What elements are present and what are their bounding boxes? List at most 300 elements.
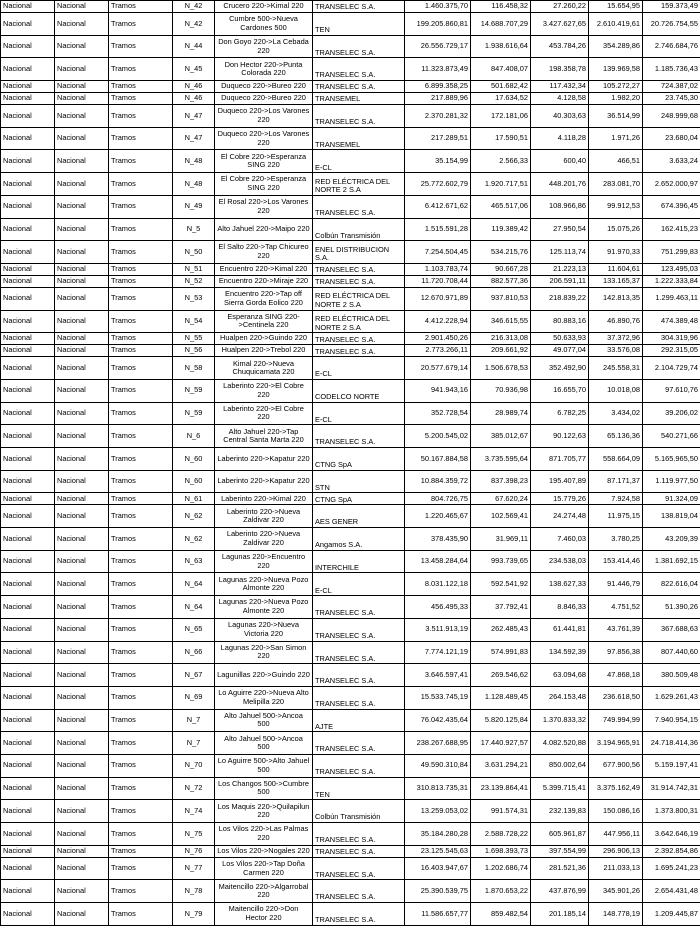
valor-inversion-cell: 76.042.435,64 bbox=[405, 709, 471, 732]
segmento-cell: Nacional bbox=[55, 150, 109, 173]
valor-inversion-cell: 49.590.310,84 bbox=[405, 754, 471, 777]
anualidad-cell: 1.506.678,53 bbox=[471, 357, 531, 380]
segmento-cell: Nacional bbox=[55, 880, 109, 903]
ajuste-cell: 139.969,58 bbox=[589, 58, 643, 81]
owner-cell: TRANSELEC S.A. bbox=[313, 333, 405, 345]
anualidad-cell: 28.989,74 bbox=[471, 402, 531, 425]
sistema-cell: Nacional bbox=[1, 379, 55, 402]
owner-cell: TRANSEMEL bbox=[313, 93, 405, 105]
tramo-id-cell: N_47 bbox=[173, 105, 215, 128]
table-row bbox=[1, 105, 700, 128]
tramo-id-cell: N_64 bbox=[173, 573, 215, 596]
table-row bbox=[1, 528, 700, 551]
tramo-id-cell: N_52 bbox=[173, 275, 215, 287]
ajuste-cell: 36.514,99 bbox=[589, 105, 643, 128]
segmento-cell: Nacional bbox=[55, 105, 109, 128]
table-row bbox=[1, 505, 700, 528]
table-row bbox=[1, 754, 700, 777]
coma-cell: 448.201,76 bbox=[531, 173, 589, 196]
ajuste-cell: 11.604,61 bbox=[589, 263, 643, 275]
tramo-id-cell: N_62 bbox=[173, 528, 215, 551]
tramo-name-cell: Lagunas 220->Nueva Pozo Almonte 220 bbox=[215, 573, 313, 596]
table-row bbox=[1, 686, 700, 709]
anualidad-cell: 882.577,36 bbox=[471, 275, 531, 287]
total-cell: 1.299.463,11 bbox=[643, 287, 700, 310]
segmento-cell: Nacional bbox=[55, 218, 109, 241]
anualidad-cell: 90.667,28 bbox=[471, 263, 531, 275]
total-cell: 304.319,96 bbox=[643, 333, 700, 345]
tipo-cell: Tramos bbox=[109, 402, 173, 425]
ajuste-cell: 447.956,11 bbox=[589, 823, 643, 846]
tipo-cell: Tramos bbox=[109, 448, 173, 471]
valor-inversion-cell: 15.533.745,19 bbox=[405, 686, 471, 709]
sistema-cell: Nacional bbox=[1, 823, 55, 846]
tramo-id-cell: N_70 bbox=[173, 754, 215, 777]
sistema-cell: Nacional bbox=[1, 345, 55, 357]
segmento-cell: Nacional bbox=[55, 686, 109, 709]
tramo-id-cell: N_76 bbox=[173, 845, 215, 857]
total-cell: 540.271,66 bbox=[643, 425, 700, 448]
tramo-id-cell: N_46 bbox=[173, 81, 215, 93]
sistema-cell: Nacional bbox=[1, 263, 55, 275]
valor-inversion-cell: 2.370.281,32 bbox=[405, 105, 471, 128]
coma-cell: 453.784,26 bbox=[531, 35, 589, 58]
tramo-id-cell: N_61 bbox=[173, 493, 215, 505]
owner-cell: TRANSELEC S.A. bbox=[313, 880, 405, 903]
anualidad-cell: 2.566,33 bbox=[471, 150, 531, 173]
tramo-name-cell: Los Changos 500->Cumbre 500 bbox=[215, 777, 313, 800]
segmento-cell: Nacional bbox=[55, 573, 109, 596]
total-cell: 292.315,05 bbox=[643, 345, 700, 357]
anualidad-cell: 37.792,41 bbox=[471, 596, 531, 619]
anualidad-cell: 116.458,32 bbox=[471, 1, 531, 13]
coma-cell: 63.094,68 bbox=[531, 664, 589, 687]
segmento-cell: Nacional bbox=[55, 448, 109, 471]
owner-cell: CTNG SpA bbox=[313, 493, 405, 505]
table-row bbox=[1, 345, 700, 357]
valor-inversion-cell: 2.901.450,26 bbox=[405, 333, 471, 345]
tramo-id-cell: N_5 bbox=[173, 218, 215, 241]
tipo-cell: Tramos bbox=[109, 709, 173, 732]
sistema-cell: Nacional bbox=[1, 845, 55, 857]
segmento-cell: Nacional bbox=[55, 35, 109, 58]
valor-inversion-cell: 11.323.873,49 bbox=[405, 58, 471, 81]
anualidad-cell: 23.139.864,41 bbox=[471, 777, 531, 800]
total-cell: 822.616,04 bbox=[643, 573, 700, 596]
total-cell: 1.629.261,43 bbox=[643, 686, 700, 709]
coma-cell: 871.705,77 bbox=[531, 448, 589, 471]
ajuste-cell: 1.971,26 bbox=[589, 127, 643, 150]
tipo-cell: Tramos bbox=[109, 195, 173, 218]
tramo-name-cell: Encuentro 220->Miraje 220 bbox=[215, 275, 313, 287]
tramo-name-cell: Alto Jahuel 500->Ancoa 500 bbox=[215, 732, 313, 755]
tipo-cell: Tramos bbox=[109, 823, 173, 846]
table-row bbox=[1, 857, 700, 880]
owner-cell: TRANSEMEL bbox=[313, 127, 405, 150]
table-row bbox=[1, 823, 700, 846]
total-cell: 2.652.000,97 bbox=[643, 173, 700, 196]
tipo-cell: Tramos bbox=[109, 379, 173, 402]
tramo-id-cell: N_65 bbox=[173, 618, 215, 641]
segmento-cell: Nacional bbox=[55, 81, 109, 93]
total-cell: 1.373.800,31 bbox=[643, 800, 700, 823]
total-cell: 1.185.736,43 bbox=[643, 58, 700, 81]
table-row bbox=[1, 93, 700, 105]
sistema-cell: Nacional bbox=[1, 275, 55, 287]
coma-cell: 4.128,58 bbox=[531, 93, 589, 105]
table-row bbox=[1, 903, 700, 926]
tramo-name-cell: Lagunillas 220->Guindo 220 bbox=[215, 664, 313, 687]
owner-cell: TRANSELEC S.A. bbox=[313, 845, 405, 857]
sistema-cell: Nacional bbox=[1, 58, 55, 81]
tramo-name-cell: Duqueco 220->Bureo 220 bbox=[215, 81, 313, 93]
table-row bbox=[1, 800, 700, 823]
valor-inversion-cell: 1.515.591,28 bbox=[405, 218, 471, 241]
tramo-name-cell: Lagunas 220->Nueva Pozo Almonte 220 bbox=[215, 596, 313, 619]
table-row bbox=[1, 470, 700, 493]
anualidad-cell: 501.682,42 bbox=[471, 81, 531, 93]
owner-cell: TRANSELEC S.A. bbox=[313, 105, 405, 128]
tramo-name-cell: Crucero 220->Kimal 220 bbox=[215, 1, 313, 13]
table-row bbox=[1, 150, 700, 173]
total-cell: 2.654.431,48 bbox=[643, 880, 700, 903]
ajuste-cell: 4.751,52 bbox=[589, 596, 643, 619]
owner-cell: TRANSELEC S.A. bbox=[313, 1, 405, 13]
sistema-cell: Nacional bbox=[1, 573, 55, 596]
owner-cell: E-CL bbox=[313, 573, 405, 596]
table-row bbox=[1, 13, 700, 36]
sistema-cell: Nacional bbox=[1, 470, 55, 493]
ajuste-cell: 677.900,56 bbox=[589, 754, 643, 777]
valor-inversion-cell: 26.556.729,17 bbox=[405, 35, 471, 58]
table-row bbox=[1, 127, 700, 150]
tramo-name-cell: Alto Jahuel 220->Tap Central Santa Marta 220 bbox=[215, 425, 313, 448]
tipo-cell: Tramos bbox=[109, 173, 173, 196]
tipo-cell: Tramos bbox=[109, 13, 173, 36]
coma-cell: 80.883,16 bbox=[531, 310, 589, 333]
segmento-cell: Nacional bbox=[55, 287, 109, 310]
tramo-id-cell: N_60 bbox=[173, 470, 215, 493]
sistema-cell: Nacional bbox=[1, 664, 55, 687]
anualidad-cell: 3.631.294,21 bbox=[471, 754, 531, 777]
coma-cell: 21.223,13 bbox=[531, 263, 589, 275]
tipo-cell: Tramos bbox=[109, 493, 173, 505]
segmento-cell: Nacional bbox=[55, 173, 109, 196]
tipo-cell: Tramos bbox=[109, 218, 173, 241]
tramo-id-cell: N_50 bbox=[173, 241, 215, 264]
table-row bbox=[1, 333, 700, 345]
segmento-cell: Nacional bbox=[55, 493, 109, 505]
segmento-cell: Nacional bbox=[55, 528, 109, 551]
table-row bbox=[1, 618, 700, 641]
sistema-cell: Nacional bbox=[1, 903, 55, 926]
owner-cell: TRANSELEC S.A. bbox=[313, 903, 405, 926]
owner-cell: E-CL bbox=[313, 402, 405, 425]
sistema-cell: Nacional bbox=[1, 127, 55, 150]
coma-cell: 198.358,78 bbox=[531, 58, 589, 81]
total-cell: 1.222.333,84 bbox=[643, 275, 700, 287]
owner-cell: TRANSELEC S.A. bbox=[313, 81, 405, 93]
coma-cell: 4.118,28 bbox=[531, 127, 589, 150]
segmento-cell: Nacional bbox=[55, 845, 109, 857]
anualidad-cell: 5.820.125,84 bbox=[471, 709, 531, 732]
ajuste-cell: 105.272,27 bbox=[589, 81, 643, 93]
sistema-cell: Nacional bbox=[1, 173, 55, 196]
tramo-id-cell: N_55 bbox=[173, 333, 215, 345]
ajuste-cell: 47.868,18 bbox=[589, 664, 643, 687]
coma-cell: 437.876,99 bbox=[531, 880, 589, 903]
coma-cell: 4.082.520,88 bbox=[531, 732, 589, 755]
tramo-name-cell: Laberinto 220->Kimal 220 bbox=[215, 493, 313, 505]
ajuste-cell: 91.446,79 bbox=[589, 573, 643, 596]
valor-inversion-cell: 7.254.504,45 bbox=[405, 241, 471, 264]
table-row bbox=[1, 664, 700, 687]
anualidad-cell: 209.661,92 bbox=[471, 345, 531, 357]
table-row bbox=[1, 310, 700, 333]
tramo-id-cell: N_64 bbox=[173, 596, 215, 619]
owner-cell: TRANSELEC S.A. bbox=[313, 275, 405, 287]
valor-inversion-cell: 7.774.121,19 bbox=[405, 641, 471, 664]
ajuste-cell: 245.558,31 bbox=[589, 357, 643, 380]
coma-cell: 108.966,86 bbox=[531, 195, 589, 218]
total-cell: 1.381.692,15 bbox=[643, 550, 700, 573]
tramo-id-cell: N_78 bbox=[173, 880, 215, 903]
sistema-cell: Nacional bbox=[1, 709, 55, 732]
segmento-cell: Nacional bbox=[55, 127, 109, 150]
total-cell: 2.392.854,86 bbox=[643, 845, 700, 857]
segmento-cell: Nacional bbox=[55, 596, 109, 619]
valor-inversion-cell: 3.511.913,19 bbox=[405, 618, 471, 641]
ajuste-cell: 43.761,39 bbox=[589, 618, 643, 641]
total-cell: 367.688,63 bbox=[643, 618, 700, 641]
tramo-name-cell: Laberinto 220->Nueva Zaldivar 220 bbox=[215, 505, 313, 528]
valor-inversion-cell: 1.460.375,70 bbox=[405, 1, 471, 13]
coma-cell: 232.139,83 bbox=[531, 800, 589, 823]
segmento-cell: Nacional bbox=[55, 275, 109, 287]
valor-inversion-cell: 11.586.657,77 bbox=[405, 903, 471, 926]
segmento-cell: Nacional bbox=[55, 550, 109, 573]
owner-cell: TRANSELEC S.A. bbox=[313, 263, 405, 275]
valor-inversion-cell: 16.403.947,67 bbox=[405, 857, 471, 880]
tipo-cell: Tramos bbox=[109, 754, 173, 777]
anualidad-cell: 1.920.717,51 bbox=[471, 173, 531, 196]
table-row bbox=[1, 402, 700, 425]
total-cell: 1.209.445,87 bbox=[643, 903, 700, 926]
total-cell: 3.633,24 bbox=[643, 150, 700, 173]
tipo-cell: Tramos bbox=[109, 470, 173, 493]
valor-inversion-cell: 5.200.545,02 bbox=[405, 425, 471, 448]
coma-cell: 6.782,25 bbox=[531, 402, 589, 425]
table-row bbox=[1, 573, 700, 596]
tipo-cell: Tramos bbox=[109, 333, 173, 345]
anualidad-cell: 17.634,52 bbox=[471, 93, 531, 105]
tipo-cell: Tramos bbox=[109, 845, 173, 857]
ajuste-cell: 91.970,33 bbox=[589, 241, 643, 264]
valor-inversion-cell: 11.720.708,44 bbox=[405, 275, 471, 287]
tipo-cell: Tramos bbox=[109, 35, 173, 58]
table-row bbox=[1, 425, 700, 448]
coma-cell: 218.839,22 bbox=[531, 287, 589, 310]
table-row bbox=[1, 35, 700, 58]
segmento-cell: Nacional bbox=[55, 195, 109, 218]
tipo-cell: Tramos bbox=[109, 732, 173, 755]
segmento-cell: Nacional bbox=[55, 345, 109, 357]
ajuste-cell: 211.033,13 bbox=[589, 857, 643, 880]
tipo-cell: Tramos bbox=[109, 777, 173, 800]
owner-cell: TRANSELEC S.A. bbox=[313, 35, 405, 58]
segmento-cell: Nacional bbox=[55, 800, 109, 823]
table-row bbox=[1, 263, 700, 275]
table-row bbox=[1, 777, 700, 800]
coma-cell: 850.002,64 bbox=[531, 754, 589, 777]
tramo-id-cell: N_54 bbox=[173, 310, 215, 333]
owner-cell: AJTE bbox=[313, 709, 405, 732]
total-cell: 138.819,04 bbox=[643, 505, 700, 528]
tramo-id-cell: N_74 bbox=[173, 800, 215, 823]
sistema-cell: Nacional bbox=[1, 732, 55, 755]
tramo-name-cell: Los Vilos 220->Tap Doña Carmen 220 bbox=[215, 857, 313, 880]
ajuste-cell: 1.982,20 bbox=[589, 93, 643, 105]
segmento-cell: Nacional bbox=[55, 333, 109, 345]
total-cell: 7.940.954,15 bbox=[643, 709, 700, 732]
total-cell: 51.390,26 bbox=[643, 596, 700, 619]
tramo-name-cell: Kimal 220->Nueva Chuquicamata 220 bbox=[215, 357, 313, 380]
owner-cell: TRANSELEC S.A. bbox=[313, 823, 405, 846]
owner-cell: ENEL DISTRIBUCION S.A. bbox=[313, 241, 405, 264]
tipo-cell: Tramos bbox=[109, 641, 173, 664]
segmento-cell: Nacional bbox=[55, 58, 109, 81]
valor-inversion-cell: 8.031.122,18 bbox=[405, 573, 471, 596]
valor-inversion-cell: 217.289,51 bbox=[405, 127, 471, 150]
tramo-name-cell: Duqueco 220->Los Varones 220 bbox=[215, 127, 313, 150]
sistema-cell: Nacional bbox=[1, 777, 55, 800]
owner-cell: STN bbox=[313, 470, 405, 493]
tramo-id-cell: N_49 bbox=[173, 195, 215, 218]
tramo-id-cell: N_6 bbox=[173, 425, 215, 448]
ajuste-cell: 99.912,53 bbox=[589, 195, 643, 218]
segmento-cell: Nacional bbox=[55, 823, 109, 846]
tipo-cell: Tramos bbox=[109, 1, 173, 13]
owner-cell: AES GENER bbox=[313, 505, 405, 528]
valor-inversion-cell: 25.772.602,79 bbox=[405, 173, 471, 196]
sistema-cell: Nacional bbox=[1, 357, 55, 380]
valor-inversion-cell: 804.726,75 bbox=[405, 493, 471, 505]
ajuste-cell: 558.664,09 bbox=[589, 448, 643, 471]
tramo-id-cell: N_48 bbox=[173, 173, 215, 196]
tramo-name-cell: Maitencillo 220->Algarrobal 220 bbox=[215, 880, 313, 903]
table-row bbox=[1, 275, 700, 287]
segmento-cell: Nacional bbox=[55, 641, 109, 664]
ajuste-cell: 150.086,16 bbox=[589, 800, 643, 823]
tramo-id-cell: N_75 bbox=[173, 823, 215, 846]
ajuste-cell: 65.136,36 bbox=[589, 425, 643, 448]
total-cell: 24.718.414,36 bbox=[643, 732, 700, 755]
tipo-cell: Tramos bbox=[109, 275, 173, 287]
anualidad-cell: 534.215,76 bbox=[471, 241, 531, 264]
valor-inversion-cell: 6.412.671,62 bbox=[405, 195, 471, 218]
coma-cell: 234.538,03 bbox=[531, 550, 589, 573]
table-row bbox=[1, 880, 700, 903]
ajuste-cell: 3.780,25 bbox=[589, 528, 643, 551]
segmento-cell: Nacional bbox=[55, 310, 109, 333]
valor-inversion-cell: 1.103.783,74 bbox=[405, 263, 471, 275]
total-cell: 91.324,09 bbox=[643, 493, 700, 505]
table-row bbox=[1, 357, 700, 380]
owner-cell: TRANSELEC S.A. bbox=[313, 641, 405, 664]
tramo-name-cell: Maitencillo 220->Don Hector 220 bbox=[215, 903, 313, 926]
ajuste-cell: 296.906,13 bbox=[589, 845, 643, 857]
ajuste-cell: 142.813,35 bbox=[589, 287, 643, 310]
table-row bbox=[1, 709, 700, 732]
tramo-name-cell: El Cobre 220->Esperanza SING 220 bbox=[215, 150, 313, 173]
anualidad-cell: 262.485,43 bbox=[471, 618, 531, 641]
tipo-cell: Tramos bbox=[109, 241, 173, 264]
tipo-cell: Tramos bbox=[109, 903, 173, 926]
coma-cell: 7.460,03 bbox=[531, 528, 589, 551]
tramo-name-cell: El Cobre 220->Esperanza SING 220 bbox=[215, 173, 313, 196]
coma-cell: 90.122,63 bbox=[531, 425, 589, 448]
tramo-name-cell: Lagunas 220->San Simon 220 bbox=[215, 641, 313, 664]
tramo-name-cell: Lagunas 220->Nueva Victoria 220 bbox=[215, 618, 313, 641]
total-cell: 23.745,30 bbox=[643, 93, 700, 105]
tramo-name-cell: Alto Jahuel 220->Maipo 220 bbox=[215, 218, 313, 241]
tipo-cell: Tramos bbox=[109, 263, 173, 275]
tipo-cell: Tramos bbox=[109, 357, 173, 380]
total-cell: 474.389,48 bbox=[643, 310, 700, 333]
tramo-name-cell: Duqueco 220->Los Varones 220 bbox=[215, 105, 313, 128]
tramo-id-cell: N_77 bbox=[173, 857, 215, 880]
segmento-cell: Nacional bbox=[55, 379, 109, 402]
owner-cell: Angamos S.A. bbox=[313, 528, 405, 551]
segmento-cell: Nacional bbox=[55, 505, 109, 528]
total-cell: 1.695.241,23 bbox=[643, 857, 700, 880]
owner-cell: TRANSELEC S.A. bbox=[313, 425, 405, 448]
valor-inversion-cell: 941.943,16 bbox=[405, 379, 471, 402]
tipo-cell: Tramos bbox=[109, 528, 173, 551]
tramo-name-cell: Los Maquis 220->Quilapilun 220 bbox=[215, 800, 313, 823]
owner-cell: INTERCHILE bbox=[313, 550, 405, 573]
segmento-cell: Nacional bbox=[55, 777, 109, 800]
coma-cell: 117.432,34 bbox=[531, 81, 589, 93]
anualidad-cell: 1.870.653,22 bbox=[471, 880, 531, 903]
tramo-name-cell: El Rosal 220->Los Varones 220 bbox=[215, 195, 313, 218]
sistema-cell: Nacional bbox=[1, 448, 55, 471]
segmento-cell: Nacional bbox=[55, 732, 109, 755]
valor-inversion-cell: 25.390.539,75 bbox=[405, 880, 471, 903]
tramo-id-cell: N_66 bbox=[173, 641, 215, 664]
table-row bbox=[1, 287, 700, 310]
sistema-cell: Nacional bbox=[1, 800, 55, 823]
sistema-cell: Nacional bbox=[1, 550, 55, 573]
ajuste-cell: 3.375.162,49 bbox=[589, 777, 643, 800]
ajuste-cell: 236.618,50 bbox=[589, 686, 643, 709]
sistema-cell: Nacional bbox=[1, 493, 55, 505]
tramo-name-cell: Laberinto 220->Kapatur 220 bbox=[215, 470, 313, 493]
sistema-cell: Nacional bbox=[1, 880, 55, 903]
segmento-cell: Nacional bbox=[55, 857, 109, 880]
tramo-name-cell: Lo Aguirre 500->Alto Jahuel 500 bbox=[215, 754, 313, 777]
sistema-cell: Nacional bbox=[1, 528, 55, 551]
anualidad-cell: 172.181,06 bbox=[471, 105, 531, 128]
valor-inversion-cell: 352.728,54 bbox=[405, 402, 471, 425]
owner-cell: TRANSELEC S.A. bbox=[313, 664, 405, 687]
ajuste-cell: 345.901,26 bbox=[589, 880, 643, 903]
total-cell: 39.206,02 bbox=[643, 402, 700, 425]
ajuste-cell: 87.171,37 bbox=[589, 470, 643, 493]
coma-cell: 138.627,33 bbox=[531, 573, 589, 596]
table-row bbox=[1, 81, 700, 93]
tramo-name-cell: El Salto 220->Tap Chicureo 220 bbox=[215, 241, 313, 264]
